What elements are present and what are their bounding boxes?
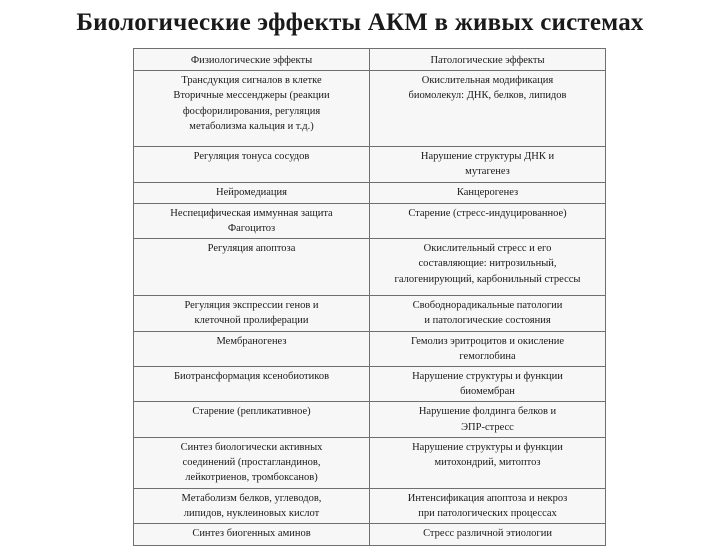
table-header-row — [134, 49, 606, 71]
pathological-cell: Гемолиз эритроцитов и окисление гемоглобина — [370, 331, 606, 366]
pathological-cell: Свободнорадикальные патологии и патологические состояния — [370, 296, 606, 331]
pathological-cell: Нарушение структуры и функции биомембран — [370, 366, 606, 401]
table-row — [134, 523, 606, 545]
physiological-cell: Биотрансформация ксенобиотиков — [134, 366, 370, 401]
slide-title: Биологические эффекты АКМ в живых системах — [76, 9, 644, 36]
physiological-cell: Метаболизм белков, углеводов, липидов, нуклеиновых кислот — [134, 488, 370, 523]
effects-table — [133, 48, 606, 546]
pathological-cell: Окислительная модификация биомолекул: ДНК, белков, липидов — [370, 71, 606, 147]
header-physiological: Физиологические эффекты — [134, 49, 370, 71]
physiological-cell: Старение (репликативное) — [134, 402, 370, 437]
pathological-cell: Стресс различной этиологии — [370, 523, 606, 545]
physiological-cell: Трансдукция сигналов в клетке Вторичные мессенджеры (реакции фосфорилирования, регуляция метаболизма кальция и т.д.) — [134, 71, 370, 147]
table-row — [134, 182, 606, 203]
pathological-cell: Нарушение фолдинга белков и ЭПР-стресс — [370, 402, 606, 437]
pathological-cell: Окислительный стресс и его составляющие: нитрозильный, галогенирующий, карбонильный стрессы — [370, 239, 606, 296]
table-row — [134, 366, 606, 401]
table-row — [134, 239, 606, 296]
pathological-cell: Интенсификация апоптоза и некроз при патологических процессах — [370, 488, 606, 523]
header-pathological: Патологические эффекты — [370, 49, 606, 71]
table-row — [134, 147, 606, 182]
physiological-cell: Регуляция тонуса сосудов — [134, 147, 370, 182]
physiological-cell: Синтез биологически активных соединений (простагландинов, лейкотриенов, тромбоксанов) — [134, 437, 370, 488]
physiological-cell: Регуляция апоптоза — [134, 239, 370, 296]
physiological-cell: Синтез биогенных аминов — [134, 523, 370, 545]
pathological-cell: Нарушение структуры ДНК и мутагенез — [370, 147, 606, 182]
table-row — [134, 71, 606, 147]
table-row — [134, 296, 606, 331]
pathological-cell: Канцерогенез — [370, 182, 606, 203]
table-row — [134, 402, 606, 437]
physiological-cell: Мембраногенез — [134, 331, 370, 366]
pathological-cell: Старение (стресс-индуцированное) — [370, 203, 606, 238]
physiological-cell: Регуляция экспрессии генов и клеточной пролиферации — [134, 296, 370, 331]
table-row — [134, 488, 606, 523]
table-row — [134, 331, 606, 366]
physiological-cell: Неспецифическая иммунная защита Фагоцитоз — [134, 203, 370, 238]
pathological-cell: Нарушение структуры и функции митохондрий, митоптоз — [370, 437, 606, 488]
physiological-cell: Нейромедиация — [134, 182, 370, 203]
table-row — [134, 203, 606, 238]
table-row — [134, 437, 606, 488]
